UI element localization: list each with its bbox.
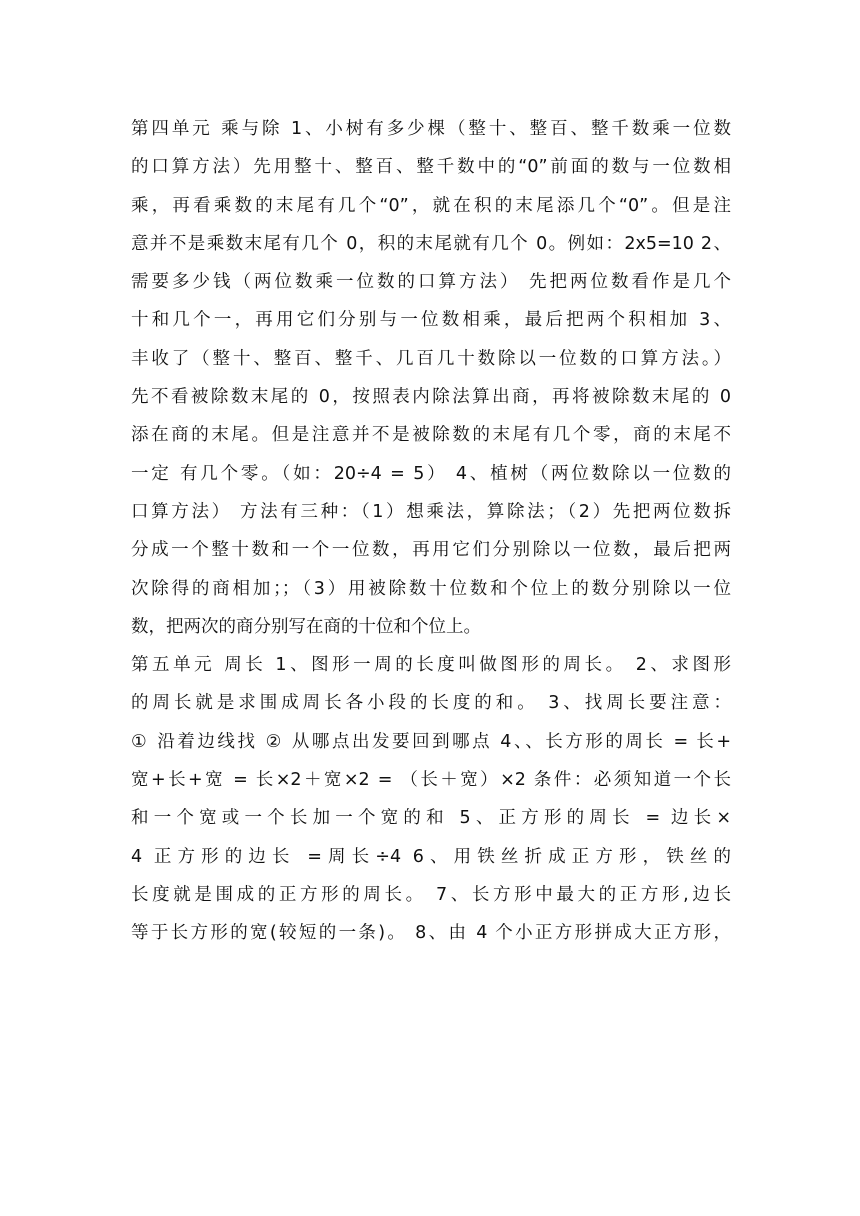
text-line: 意并不是乘数末尾有几个 0，积的末尾就有几个 0。例如：2x5=10 2、: [131, 233, 731, 254]
text-line: 第五单元 周长 1、图形一周的长度叫做图形的周长。 2、求图形: [131, 655, 731, 676]
text-line: 和一个宽或一个长加一个宽的和 5、正方形的周长 = 边长×: [131, 808, 731, 829]
text-line: 乘，再看乘数的末尾有几个“0”，就在积的末尾添几个“0”。但是注: [131, 195, 731, 216]
text-line: 数，把两次的商分别写在商的十位和个位上。: [131, 616, 481, 637]
text-line: 需要多少钱（两位数乘一位数的口算方法） 先把两位数看作是几个: [131, 272, 731, 293]
text-line: 分成一个整十数和一个一位数，再用它们分别除以一位数，最后把两: [131, 540, 731, 561]
text-line: 的周长就是求围成周长各小段的长度的和。 3、找周长要注意：: [131, 693, 731, 714]
text-line: 4 正方形的边长 =周长÷4 6、用铁丝折成正方形，铁丝的: [131, 846, 731, 867]
text-line: 次除得的商相加；；（3）用被除数十位数和个位上的数分别除以一位: [131, 578, 731, 599]
text-line: 丰收了（整十、整百、整千、几百几十数除以一位数的口算方法。）: [131, 348, 731, 369]
text-line: 长度就是围成的正方形的周长。 7、长方形中最大的正方形,边长: [131, 884, 731, 905]
text-line: 第四单元 乘与除 1、小树有多少棵（整十、整百、整千数乘一位数: [131, 119, 731, 139]
text-line: 宽+长+宽 = 长×2＋宽×2 = （长＋宽）×2 条件：必须知道一个长: [131, 770, 731, 791]
text-line: 添在商的末尾。但是注意并不是被除数的末尾有几个零，商的末尾不: [131, 425, 731, 446]
text-line: 等于长方形的宽(较短的一条)。 8、由 4 个小正方形拼成大正方形，: [131, 923, 731, 944]
document-body: [131, 110, 731, 953]
text-line: 的口算方法）先用整十、整百、整千数中的“0”前面的数与一位数相: [131, 157, 731, 178]
text-line: 口算方法） 方法有三种：（1）想乘法，算除法；（2）先把两位数拆: [131, 501, 731, 522]
text-line: 十和几个一，再用它们分别与一位数相乘，最后把两个积相加 3、: [131, 310, 731, 331]
text-line: 一定 有几个零。（如：20÷4 = 5） 4、植树（两位数除以一位数的: [131, 463, 731, 484]
text-line: ① 沿着边线找 ② 从哪点出发要回到哪点 4、、长方形的周长 = 长+: [131, 731, 731, 752]
text-line: 先不看被除数末尾的 0，按照表内除法算出商，再将被除数末尾的 0: [131, 387, 731, 408]
